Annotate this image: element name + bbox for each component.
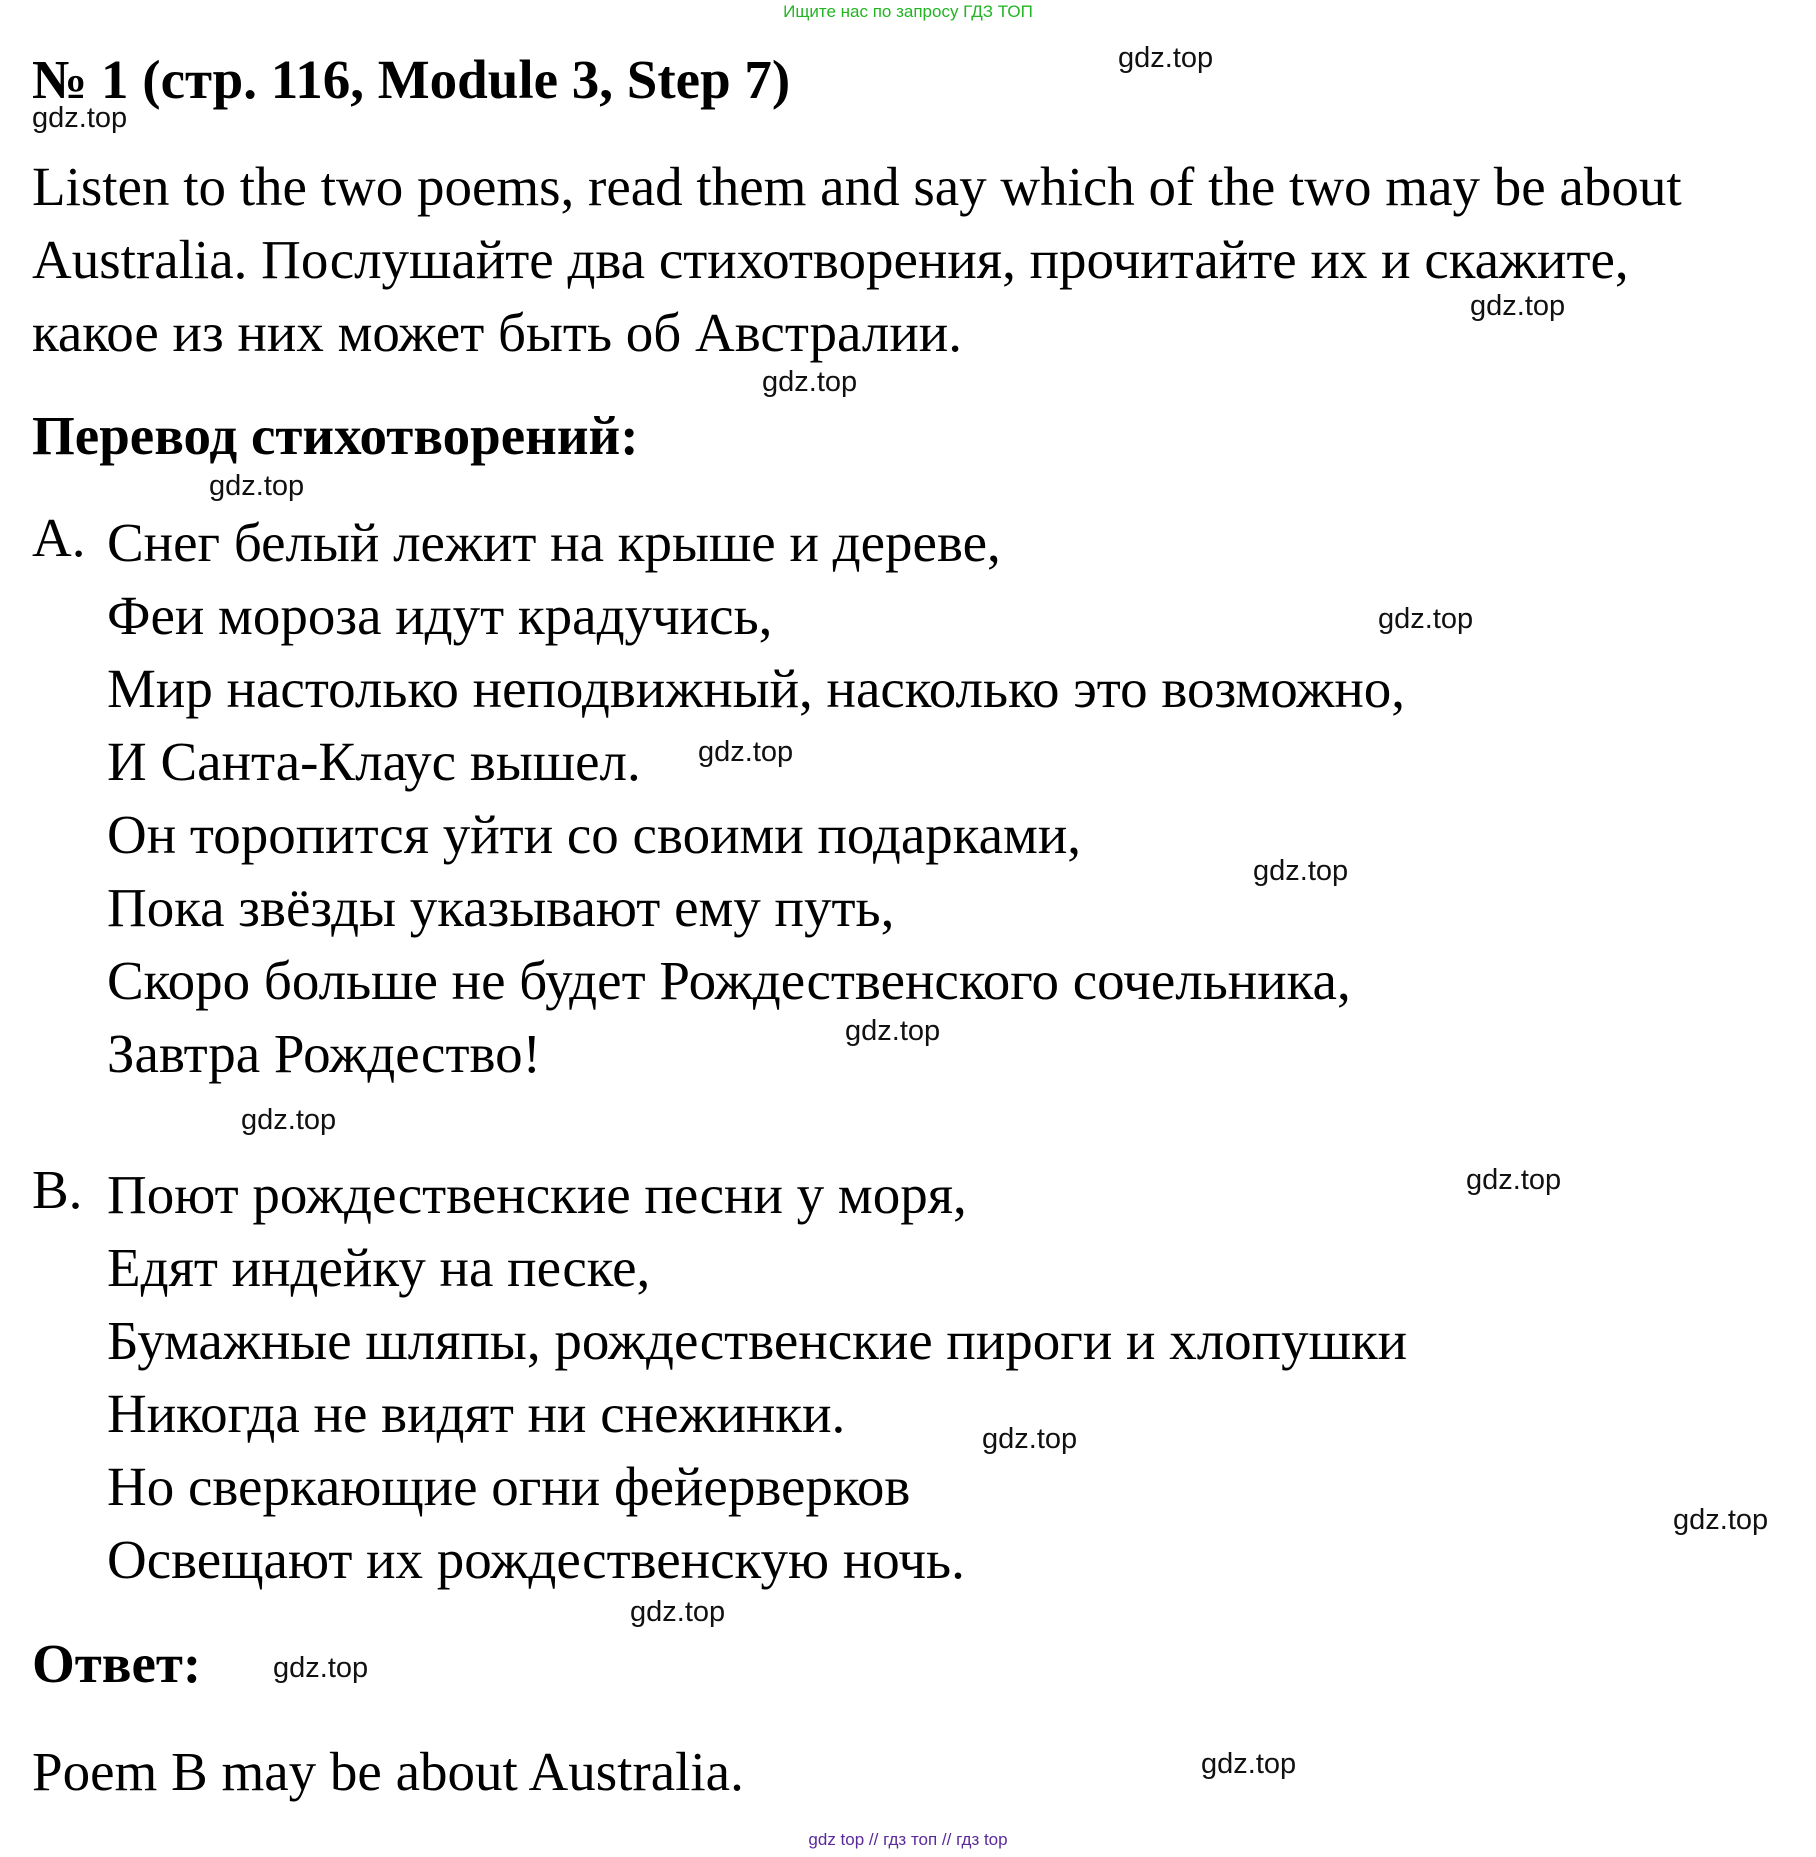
poem-line: Феи мороза идут крадучись, <box>107 585 773 646</box>
page-title: № 1 (стр. 116, Module 3, Step 7) <box>32 49 791 110</box>
task-line: Australia. Послушайте два стихотворения, прочитайте их и скажите, <box>32 229 1629 290</box>
watermark: gdz.top <box>845 1015 941 1047</box>
watermark: gdz.top <box>1253 855 1349 887</box>
watermark: gdz.top <box>273 1652 369 1684</box>
poem-line: Никогда не видят ни снежинки. <box>107 1383 846 1444</box>
watermark: gdz.top <box>209 470 305 502</box>
poem-line: И Санта-Клаус вышел. <box>107 731 641 792</box>
answer-label: Ответ: <box>32 1633 202 1694</box>
task-line: Listen to the two poems, read them and say which of the two may be about <box>32 156 1682 217</box>
poem-a <box>107 506 1405 1090</box>
watermark: gdz.top <box>630 1596 726 1628</box>
task-text <box>32 150 1812 369</box>
answer-text: Poem B may be about Australia. <box>32 1741 744 1802</box>
section-heading: Перевод стихотворений: <box>32 405 639 466</box>
watermark: gdz.top <box>1201 1748 1297 1780</box>
watermark: gdz.top <box>1673 1504 1769 1536</box>
watermark: gdz.top <box>762 366 858 398</box>
poem-line: Снег белый лежит на крыше и дереве, <box>107 512 1001 573</box>
poem-line: Освещают их рождественскую ночь. <box>107 1529 965 1590</box>
poem-line: Завтра Рождество! <box>107 1023 541 1084</box>
poem-line: Он торопится уйти со своими подарками, <box>107 804 1082 865</box>
watermark: gdz.top <box>1118 42 1214 74</box>
poem-line: Бумажные шляпы, рождественские пироги и хлопушки <box>107 1310 1408 1371</box>
watermark: gdz.top <box>698 736 794 768</box>
poem-line: Поют рождественские песни у моря, <box>107 1164 967 1225</box>
poem-b <box>107 1158 1407 1596</box>
poem-line: Но сверкающие огни фейерверков <box>107 1456 911 1517</box>
footer-watermark: gdz top // гдз топ // гдз top <box>808 1830 1008 1849</box>
task-line: какое из них может быть об Австралии. <box>32 302 962 363</box>
watermark: gdz.top <box>1378 603 1474 635</box>
poem-line: Пока звёзды указывают ему путь, <box>107 877 895 938</box>
poem-line: Едят индейку на песке, <box>107 1237 651 1298</box>
watermark: gdz.top <box>1466 1164 1562 1196</box>
poem-line: Мир настолько неподвижный, насколько это возможно, <box>107 658 1406 719</box>
search-banner: Ищите нас по запросу ГДЗ ТОП <box>783 2 1033 21</box>
watermark: gdz.top <box>1470 290 1566 322</box>
watermark: gdz.top <box>982 1423 1078 1455</box>
poem-b-marker: B. <box>32 1159 83 1220</box>
watermark: gdz.top <box>32 102 128 134</box>
watermark: gdz.top <box>241 1104 337 1136</box>
poem-line: Скоро больше не будет Рождественского сочельника, <box>107 950 1351 1011</box>
poem-a-marker: A. <box>32 507 86 568</box>
